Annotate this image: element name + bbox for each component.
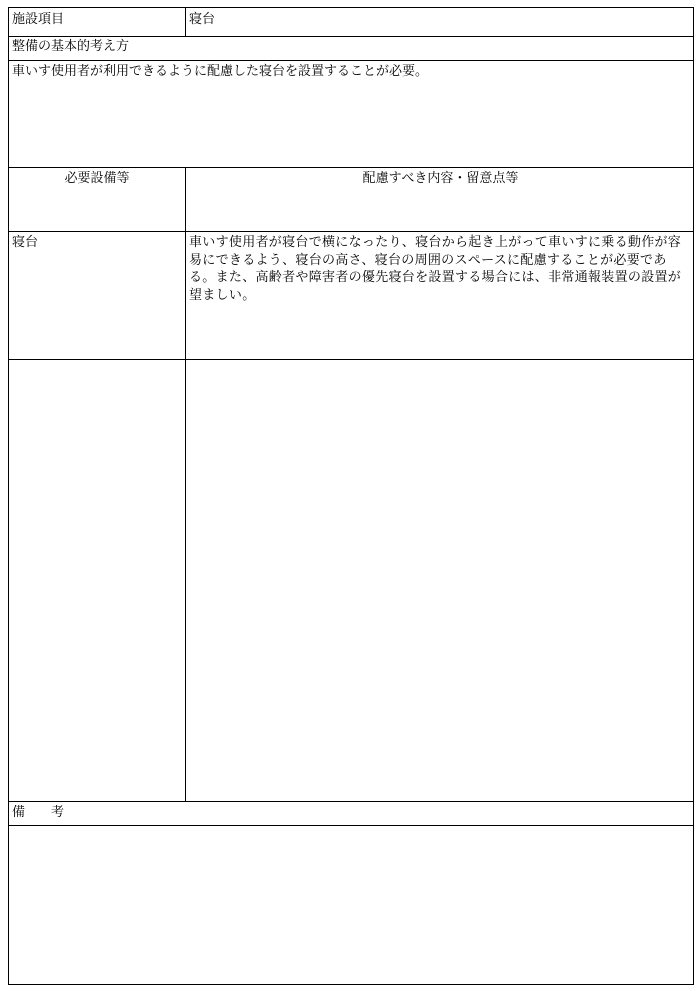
divider	[9, 801, 693, 802]
equipment-cell: 寝台	[12, 235, 39, 250]
basic-policy-label: 整備の基本的考え方	[12, 39, 130, 54]
divider	[9, 359, 693, 360]
divider	[9, 60, 693, 61]
divider	[9, 167, 693, 168]
column-header-equipment: 必要設備等	[64, 171, 130, 186]
divider	[9, 231, 693, 232]
divider	[9, 36, 693, 37]
column-header-considerations: 配慮すべき内容・留意点等	[362, 171, 519, 186]
facility-item-label: 施設項目	[12, 12, 65, 27]
considerations-cell: 車いす使用者が寝台で横になったり、寝台から起き上がって車いすに乗る動作が容易にできるよう、寝台の高さ、寝台の周囲のスペースに配慮することが必要である。また、高齢者や障害者の優先寝台を設置する場合には、非常通報装置の設置が望ましい。	[189, 235, 682, 303]
divider	[9, 825, 693, 826]
remarks-label: 備 考	[12, 805, 65, 820]
column-divider	[185, 8, 186, 36]
column-divider	[185, 167, 186, 801]
basic-policy-text: 車いす使用者が利用できるように配慮した寝台を設置することが必要。	[12, 64, 429, 79]
facility-item-value: 寝台	[189, 12, 216, 27]
facility-form	[8, 7, 694, 985]
